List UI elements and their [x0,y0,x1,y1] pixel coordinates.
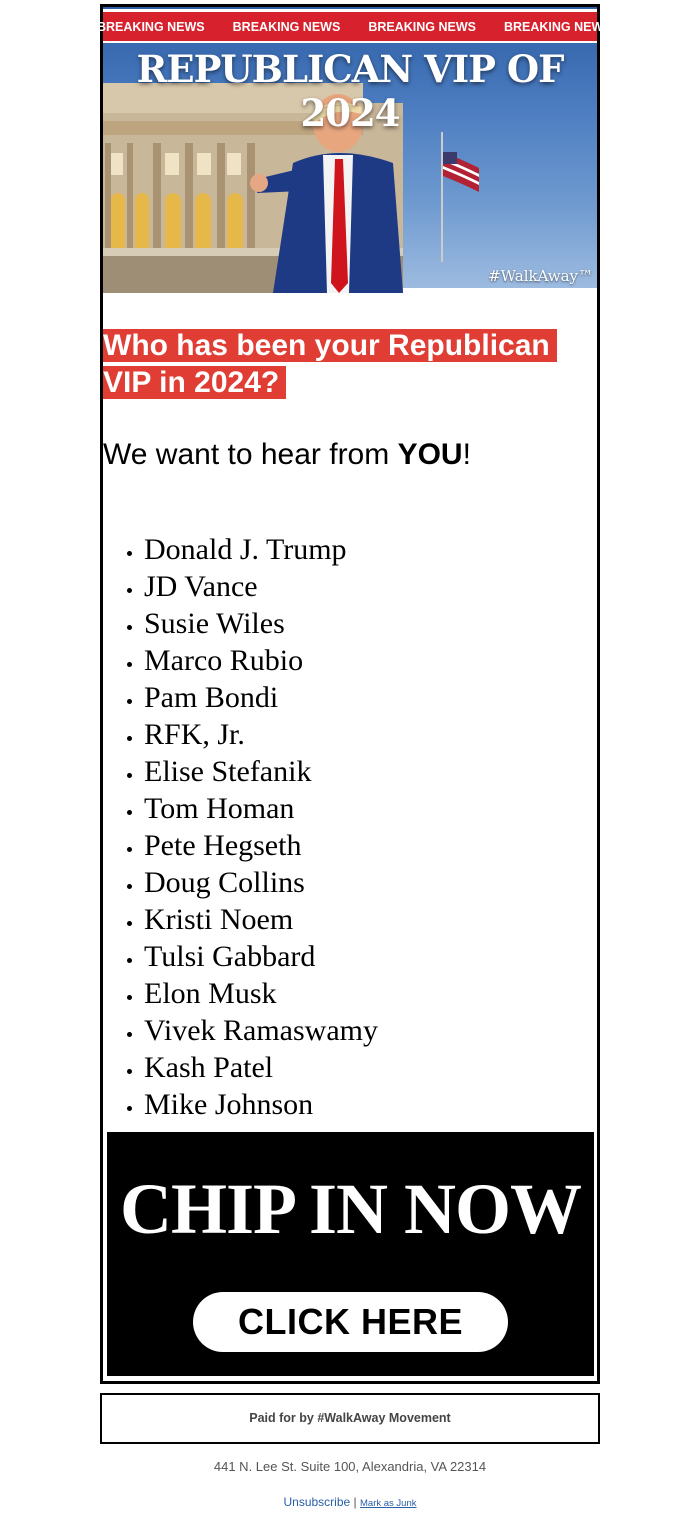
unsubscribe-link[interactable]: Unsubscribe [283,1495,351,1509]
hear-emphasis: YOU [397,438,463,471]
list-item: Kristi Noem [103,901,378,938]
list-item: Elise Stefanik [103,753,378,790]
list-item: Pete Hegseth [103,827,378,864]
list-item: Elon Musk [103,975,378,1012]
list-item: Susie Wiles [103,605,378,642]
mailing-address: 441 N. Lee St. Suite 100, Alexandria, VA 22314 [213,1459,487,1474]
chip-in-title: CHIP IN NOW [119,1169,582,1249]
hear-from-you-text [103,435,471,475]
email-container [97,4,612,1384]
list-item: Vivek Ramaswamy [103,1012,378,1049]
hero-banner[interactable] [97,7,612,288]
american-flag-image [433,132,493,262]
ticker-item: BREAKING NEWS [97,19,205,34]
list-item: Tulsi Gabbard [103,938,378,975]
list-item: Marco Rubio [103,642,378,679]
hear-prefix: We want to hear from [103,438,398,471]
list-item: JD Vance [103,568,378,605]
list-item: Donald J. Trump [103,531,378,568]
list-item: Tom Homan [103,790,378,827]
hero-title: REPUBLICAN VIP OF 2024 [136,47,564,135]
list-item: Pam Bondi [103,679,378,716]
footer-links [0,1495,700,1509]
list-item: Kash Patel [103,1049,378,1086]
headline: Who has been your Republican VIP in 2024? [103,329,557,399]
list-item: RFK, Jr. [103,716,378,753]
ticker-item: BREAKING NEWS [232,19,341,34]
walkaway-hashtag: #WalkAway™ [488,267,593,285]
vip-candidate-list [103,531,378,1123]
breaking-news-ticker [97,9,612,43]
click-here-button[interactable]: CLICK HERE [193,1292,508,1352]
list-item: Doug Collins [103,864,378,901]
mark-as-junk-link[interactable]: Mark as Junk [360,1498,417,1509]
link-separator: | [353,1495,357,1509]
chip-in-banner[interactable] [107,1132,594,1376]
hear-suffix: ! [462,438,471,471]
paid-for-disclaimer: Paid for by #WalkAway Movement [100,1393,600,1444]
ticker-item: BREAKING NEWS [368,19,476,34]
headline-block [103,327,597,401]
list-item: Mike Johnson [103,1086,378,1123]
ticker-item: BREAKING NEWS [503,19,612,34]
